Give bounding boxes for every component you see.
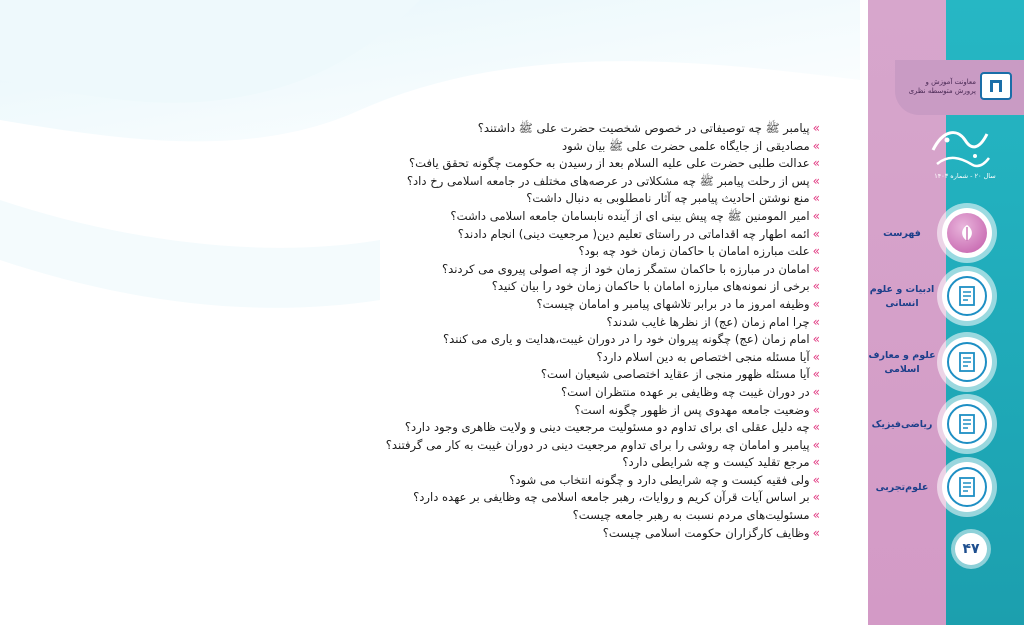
nav-circle <box>942 399 992 449</box>
bullet-icon: » <box>812 490 820 505</box>
nav-circle <box>942 337 992 387</box>
organization-name: معاونت آموزش و پرورش متوسطه نظری <box>908 78 976 95</box>
bullet-icon: » <box>812 437 820 452</box>
bullet-icon: » <box>812 508 820 523</box>
question-item <box>340 366 820 384</box>
question-text: در دوران غیبت چه وظایفی بر عهده منتظران است؟ <box>561 384 810 399</box>
nav-item-math-physics[interactable] <box>868 395 1024 455</box>
question-item <box>340 507 820 525</box>
question-item <box>340 120 820 138</box>
question-item <box>340 402 820 420</box>
question-item <box>340 419 820 437</box>
nav-label: ریاضی‌فیزیک <box>871 419 933 430</box>
bullet-icon: » <box>812 402 820 417</box>
question-text: پس از رحلت پیامبر ﷺ چه مشکلاتی در عرصه‌های مختلف در جامعه اسلامی رخ داد؟ <box>406 173 810 188</box>
bullet-icon: » <box>812 191 820 206</box>
issue-info: سال ۲۰ - شماره ۱۴۰۳ <box>934 172 996 180</box>
question-text: آیا مسئله ظهور منجی از عقاید اختصاصی شیعیان است؟ <box>540 367 810 382</box>
bullet-icon: » <box>812 156 820 171</box>
question-item <box>340 226 820 244</box>
page-number: ۴۷ <box>955 533 987 565</box>
question-item <box>340 525 820 543</box>
nav-label: علوم‌تجربی <box>875 482 929 493</box>
nav-circle <box>942 462 992 512</box>
bullet-icon: » <box>812 455 820 470</box>
question-item <box>340 349 820 367</box>
question-item <box>340 155 820 173</box>
document-icon <box>947 404 987 444</box>
document-icon <box>947 467 987 507</box>
question-item <box>340 138 820 156</box>
question-text: چرا امام زمان (عج) از نظرها غایب شدند؟ <box>606 314 810 329</box>
bullet-icon: » <box>812 296 820 311</box>
nav-item-humanities[interactable] <box>868 267 1024 327</box>
question-text: منع نوشتن احادیث پیامبر چه آثار نامطلوبی به دنبال داشت؟ <box>526 191 810 206</box>
bullet-icon: » <box>812 384 820 399</box>
question-text: مرجع تقلید کیست و چه شرایطی دارد؟ <box>622 455 810 470</box>
question-item <box>340 384 820 402</box>
question-text: وظیفه امروز ما در برابر تلاشهای پیامبر و امامان چیست؟ <box>536 296 810 311</box>
question-text: پیامبر و امامان چه روشی را برای تداوم مرجعیت دینی در دوران غیبت به کار می گرفتند؟ <box>385 437 810 452</box>
question-list <box>340 120 820 542</box>
bullet-icon: » <box>812 420 820 435</box>
question-item <box>340 243 820 261</box>
question-item <box>340 261 820 279</box>
question-item <box>340 314 820 332</box>
bullet-icon: » <box>812 261 820 276</box>
question-text: مصادیقی از جایگاه علمی حضرت علی ﷺ بیان شود <box>561 138 810 153</box>
bullet-icon: » <box>812 314 820 329</box>
nav-circle <box>942 271 992 321</box>
question-item <box>340 489 820 507</box>
bullet-icon: » <box>812 472 820 487</box>
leaf-icon <box>947 213 987 253</box>
nav-label: علوم و معارف اسلامی <box>868 350 936 375</box>
question-text: وضعیت جامعه مهدوی پس از ظهور چگونه است؟ <box>574 402 810 417</box>
question-item <box>340 278 820 296</box>
ministry-logo-icon <box>980 72 1012 100</box>
question-text: بر اساس آیات قرآن کریم و روایات، رهبر جامعه اسلامی چه وظایفی بر عهده دارد؟ <box>413 490 810 505</box>
magazine-logo <box>925 120 995 176</box>
nav-label: فهرست <box>883 228 921 239</box>
bullet-icon: » <box>812 367 820 382</box>
question-item <box>340 437 820 455</box>
question-text: چه دلیل عقلی ای برای تداوم دو مسئولیت مرجعیت دینی و ولایت ظاهری وجود دارد؟ <box>404 420 810 435</box>
nav-label: ادبیات و علوم انسانی <box>869 284 935 309</box>
question-item <box>340 173 820 191</box>
bullet-icon: » <box>812 121 820 135</box>
question-text: وظایف کارگزاران حکومت اسلامی چیست؟ <box>602 525 810 540</box>
question-text: ائمه اطهار چه اقداماتی در راستای تعلیم دین( مرجعیت دینی) انجام دادند؟ <box>457 226 810 241</box>
bullet-icon: » <box>812 349 820 364</box>
question-text: امام زمان (عج) چگونه پیروان خود را در دوران غیبت،هدایت و یاری می کنند؟ <box>442 332 810 347</box>
bullet-icon: » <box>812 226 820 241</box>
question-item <box>340 472 820 490</box>
bullet-icon: » <box>812 332 820 347</box>
bullet-icon: » <box>812 173 820 188</box>
bullet-icon: » <box>812 244 820 259</box>
nav-item-contents[interactable] <box>868 204 1024 264</box>
question-text: امامان در مبارزه با حاکمان ستمگر زمان خود از چه اصولی پیروی می کردند؟ <box>441 261 810 276</box>
question-text: مسئولیت‌های مردم نسبت به رهبر جامعه چیست؟ <box>572 508 810 523</box>
question-item <box>340 296 820 314</box>
question-text: برخی از نمونه‌های مبارزه امامان با حاکمان زمان خود را بیان کنید؟ <box>491 279 810 294</box>
question-text: پیامبر ﷺ چه توصیفاتی در خصوص شخصیت حضرت علی ﷺ داشتند؟ <box>477 121 810 135</box>
nav-circle <box>942 208 992 258</box>
question-item <box>340 454 820 472</box>
question-item <box>340 190 820 208</box>
bullet-icon: » <box>812 279 820 294</box>
document-icon <box>947 342 987 382</box>
document-icon <box>947 276 987 316</box>
nav-item-experimental-sciences[interactable] <box>868 458 1024 518</box>
question-text: ولی فقیه کیست و چه شرایطی دارد و چگونه انتخاب می شود؟ <box>509 472 810 487</box>
question-item <box>340 208 820 226</box>
question-text: آیا مسئله منجی اختصاص به دین اسلام دارد؟ <box>596 349 810 364</box>
bullet-icon: » <box>812 138 820 153</box>
bullet-icon: » <box>812 525 820 540</box>
bullet-icon: » <box>812 208 820 223</box>
question-text: عدالت طلبی حضرت علی علیه السلام بعد از رسیدن به حکومت چگونه تحقق یافت؟ <box>408 156 810 171</box>
question-text: امیر المومنین ﷺ چه پیش بینی ای از آینده نابسامان جامعه اسلامی داشت؟ <box>450 208 810 223</box>
nav-item-islamic-studies[interactable] <box>868 333 1024 393</box>
question-item <box>340 331 820 349</box>
question-text: علت مبارزه امامان با حاکمان زمان خود چه بود؟ <box>578 244 810 259</box>
